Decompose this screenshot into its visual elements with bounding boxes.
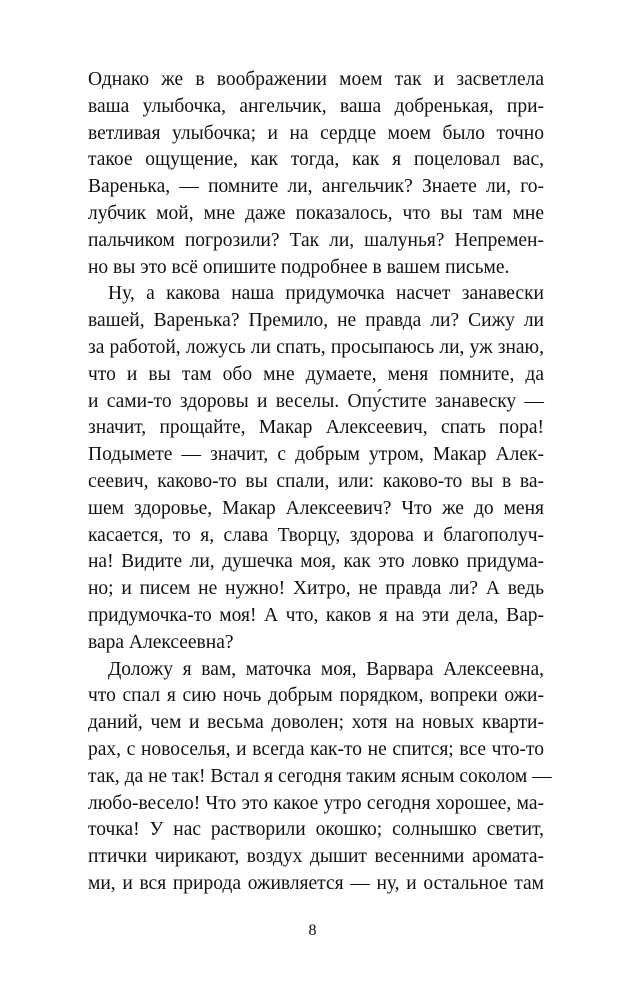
text-line: Ну, а какова наша придумочка насчет занавески	[108, 283, 544, 305]
text-line: лубчик мой, мне даже показалось, что вы там мне	[88, 202, 544, 224]
page-number: 8	[308, 922, 317, 939]
text-line: даний, чем и весьма доволен; хотя на новых кварти-	[88, 712, 544, 734]
text-line: за работой, ложусь ли спать, просыпаюсь ли, уж знаю,	[88, 336, 544, 358]
text-line: такое ощущение, как тогда, как я поцеловал вас,	[88, 149, 544, 171]
text-line: на! Видите ли, душечка моя, как это ловко придума-	[88, 551, 544, 573]
text-line: ваша улыбочка, ангельчик, ваша добренькая, при-	[88, 95, 544, 117]
text-line: рах, с новоселья, и всегда как-то не спится; все что-то	[88, 738, 544, 760]
text-line: но вы это всё опишите подробнее в вашем письме.	[88, 256, 510, 278]
paragraph-2	[88, 281, 544, 656]
text-line: что и вы там обо мне думаете, меня помните, да	[88, 363, 544, 385]
text-line: Подымете — значит, с добрым утром, Макар Алек-	[88, 444, 544, 466]
text-line: Однако же в воображении моем так и засветлела	[88, 69, 544, 90]
text-line: ветливая улыбочка; и на сердце моем было точно	[88, 122, 544, 144]
text-line: сеевич, каково-то вы спали, или: каково-то вы в ва-	[88, 470, 544, 492]
text-line: точка! У нас растворили окошко; солнышко светит,	[88, 819, 544, 841]
text-line: но; и писем не нужно! Хитро, не правда ли? А ведь	[88, 578, 544, 600]
text-line: что спал я сию ночь добрым порядком, вопреки ожи-	[88, 685, 544, 707]
text-line: вашей, Варенька? Премило, не правда ли? Сижу ли	[88, 310, 544, 332]
text-line: вара Алексеевна?	[88, 631, 234, 653]
text-line: Доложу я вам, маточка моя, Варвара Алексеевна,	[108, 658, 544, 680]
text-line: касается, то я, слава Творцу, здорова и благополуч-	[88, 524, 544, 546]
text-line: птички чирикают, воздух дышит весенними аромата-	[88, 846, 544, 868]
paragraph-1	[88, 67, 544, 281]
text-line: шем здоровье, Макар Алексеевич? Что же до меня	[88, 497, 544, 519]
text-line: любо-весело! Что это какое утро сегодня хорошее, ма-	[88, 792, 544, 814]
text-line: так, да не так! Встал я сегодня таким ясным соколом —	[88, 765, 552, 787]
text-line: и сами-то здоровы и веселы. Опу́стите занавеску —	[88, 390, 544, 412]
text-line: ми, и вся природа оживляется — ну, и остальное там	[88, 872, 544, 894]
text-line: пальчиком погрозили? Так ли, шалунья? Непремен-	[88, 229, 544, 251]
text-line: Варенька, — помните ли, ангельчик? Знаете ли, го-	[88, 176, 544, 198]
book-page-text	[88, 67, 552, 898]
text-line: значит, прощайте, Макар Алексеевич, спать пора!	[88, 417, 544, 439]
text-line: придумочка-то моя! А что, каков я на эти дела, Вар-	[88, 604, 544, 626]
paragraph-3	[88, 657, 552, 898]
